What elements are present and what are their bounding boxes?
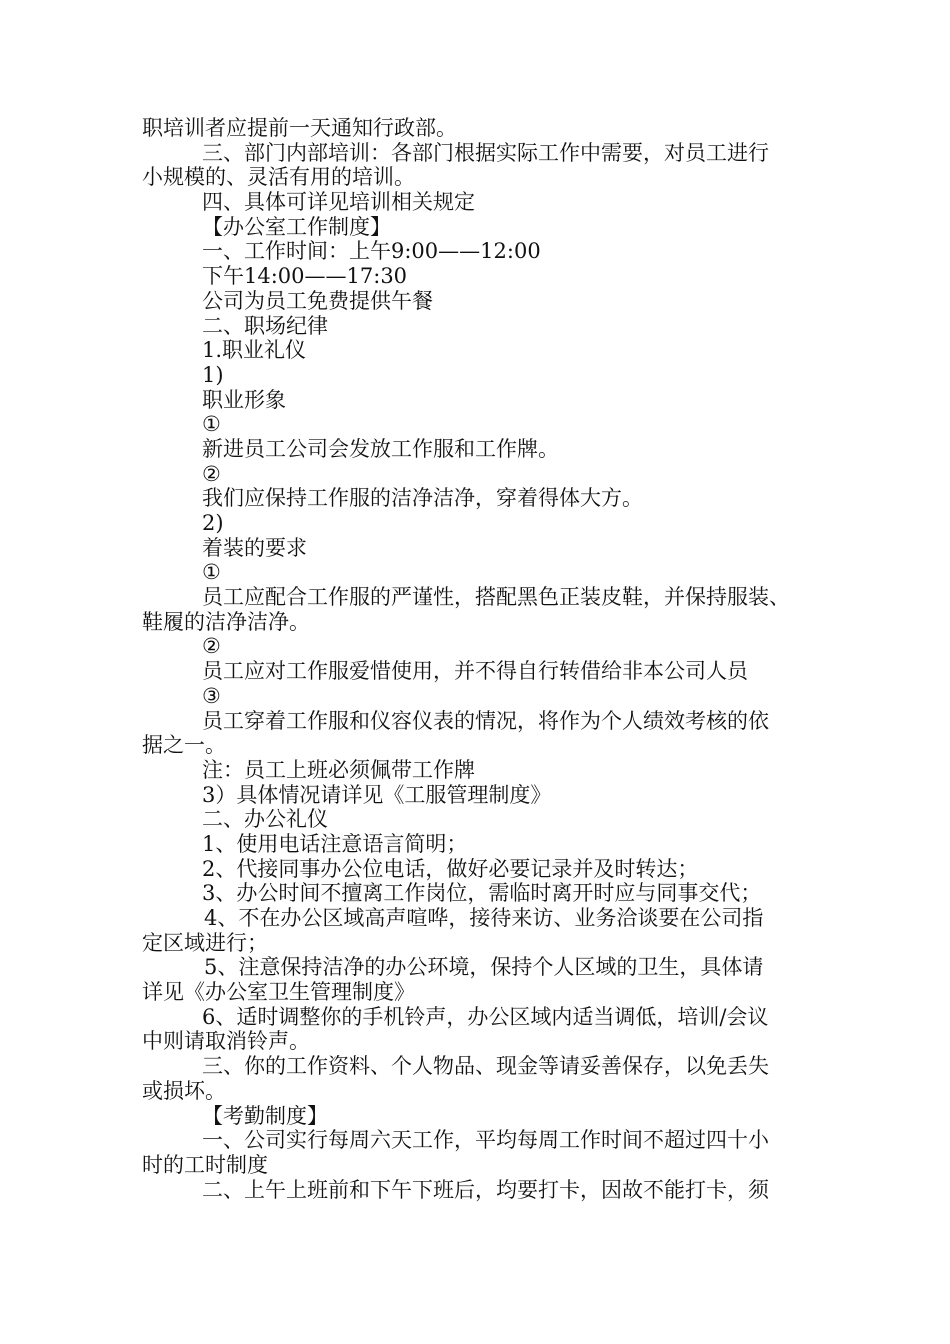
text-line: 二、上午上班前和下午下班后，均要打卡，因故不能打卡，须 bbox=[202, 1177, 769, 1202]
text-line: 我们应保持工作服的洁净洁净，穿着得体大方。 bbox=[202, 486, 643, 511]
text-line: 【办公室工作制度】 bbox=[202, 214, 391, 239]
text-line: 职培训者应提前一天通知行政部。 bbox=[142, 116, 457, 140]
text-line: 下午14:00——17:30 bbox=[202, 264, 408, 289]
text-line: 二、办公礼仪 bbox=[202, 807, 328, 832]
text-line: 注：员工上班必须佩带工作牌 bbox=[202, 757, 475, 782]
text-line: ③ bbox=[202, 683, 221, 708]
text-line: 中则请取消铃声。 bbox=[142, 1029, 310, 1054]
text-line: ② bbox=[202, 634, 221, 659]
text-line: 公司为员工免费提供午餐 bbox=[202, 288, 433, 313]
text-line: 详见《办公室卫生管理制度》 bbox=[142, 980, 415, 1005]
text-line: 四、具体可详见培训相关规定 bbox=[202, 190, 475, 215]
text-line: 1) bbox=[202, 362, 224, 387]
text-line: 时的工时制度 bbox=[142, 1152, 268, 1177]
text-line: 职业形象 bbox=[202, 387, 286, 412]
document-body bbox=[142, 116, 822, 1202]
text-line: 2、代接同事办公位电话，做好必要记录并及时转达； bbox=[202, 856, 699, 881]
text-line: 三、你的工作资料、个人物品、现金等请妥善保存，以免丢失 bbox=[202, 1054, 769, 1079]
text-line: 2) bbox=[202, 511, 224, 535]
text-line: 新进员工公司会发放工作服和工作牌。 bbox=[202, 436, 559, 461]
text-line: 二、职场纪律 bbox=[202, 313, 328, 338]
text-line: 或损坏。 bbox=[142, 1078, 226, 1103]
text-line: 一、工作时间：上午9:00——12:00 bbox=[202, 239, 541, 264]
text-line: 一、公司实行每周六天工作，平均每周工作时间不超过四十小 bbox=[202, 1128, 769, 1153]
text-line: ② bbox=[202, 461, 221, 486]
text-line: ① bbox=[202, 560, 221, 585]
text-line: 定区域进行； bbox=[142, 930, 268, 955]
text-line: 1.职业礼仪 bbox=[202, 338, 307, 363]
text-line: 鞋履的洁净洁净。 bbox=[142, 609, 310, 634]
text-line: 3、办公时间不擅离工作岗位，需临时离开时应与同事交代； bbox=[202, 881, 762, 906]
text-line: ① bbox=[202, 412, 221, 437]
text-line: 三、部门内部培训：各部门根据实际工作中需要，对员工进行 bbox=[202, 140, 769, 165]
text-line: 员工应对工作服爱惜使用，并不得自行转借给非本公司人员 bbox=[202, 659, 748, 684]
text-line: 员工穿着工作服和仪容仪表的情况，将作为个人绩效考核的依 bbox=[202, 708, 769, 733]
text-line: 3）具体情况请详见《工服管理制度》 bbox=[202, 782, 552, 807]
text-line: 【考勤制度】 bbox=[202, 1103, 328, 1128]
text-line: 5、注意保持洁净的办公环境，保持个人区域的卫生，具体请 bbox=[204, 955, 764, 980]
text-line: 着装的要求 bbox=[202, 535, 307, 560]
text-line: 员工应配合工作服的严谨性，搭配黑色正装皮鞋，并保持服装、 bbox=[202, 585, 790, 610]
text-line: 6、适时调整你的手机铃声，办公区域内适当调低，培训/会议 bbox=[202, 1004, 769, 1029]
text-line: 据之一。 bbox=[142, 733, 226, 758]
text-line: 小规模的、灵活有用的培训。 bbox=[142, 165, 415, 190]
text-line: 1、使用电话注意语言简明； bbox=[202, 831, 468, 856]
text-line: 4、不在办公区域高声喧哗，接待来访、业务洽谈要在公司指 bbox=[204, 906, 764, 930]
